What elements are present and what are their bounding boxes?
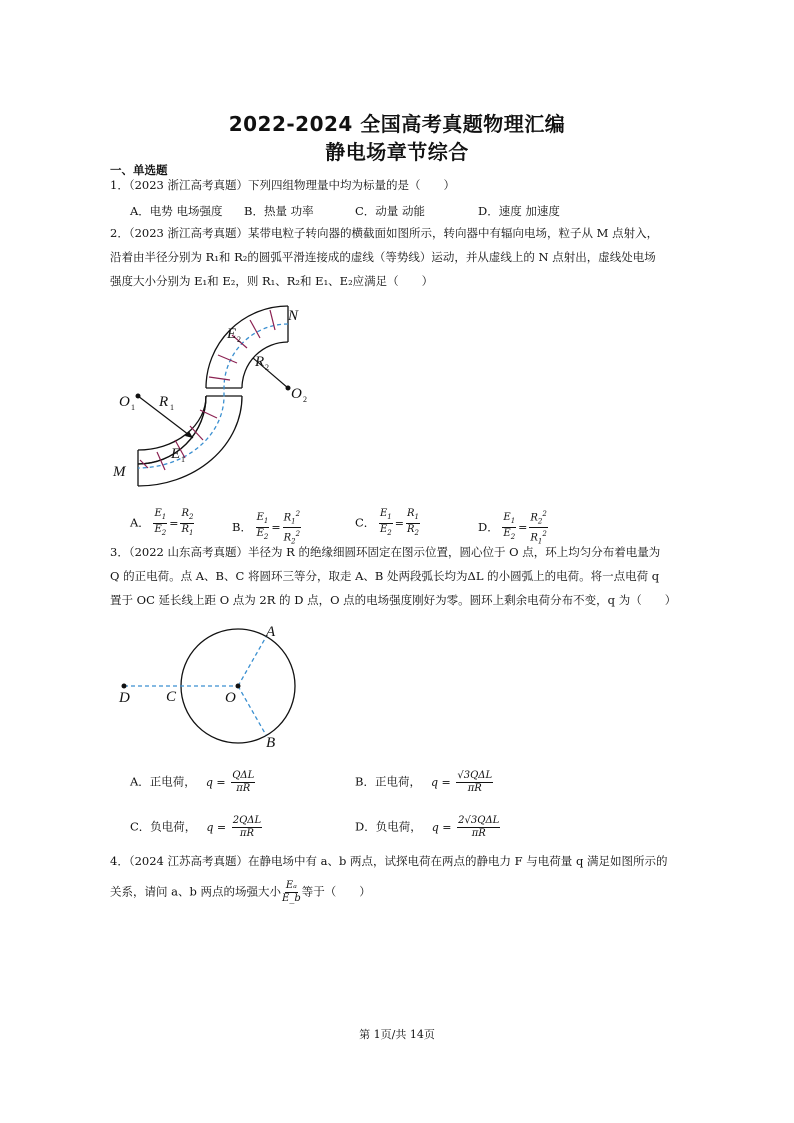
question-3-line2: Q 的正电荷。点 A、B、C 将圆环三等分，取走 A、B 处两段弧长均为ΔL 的小圆弧上的电荷。将一点电荷 q	[110, 569, 660, 583]
page-footer: 第 1页/共 14页	[359, 1028, 435, 1041]
q3-option-d: D．负电荷， q = $\frac{\text{2√3QΔL}}{\pi R}$	[355, 815, 500, 839]
q3-option-a: A．正电荷， q = $\frac{\text{QΔL}}{\pi R}$	[130, 770, 255, 794]
label-N: N	[288, 308, 299, 324]
q2-option-d: D． $\frac{E_1}{E_2}$ = $\frac{R_2^2}{R_1^2}$	[478, 510, 547, 546]
svg-text:E: E	[227, 326, 237, 342]
label-B: B	[266, 735, 276, 751]
question-3-line3: 置于 OC 延长线上距 O 点为 2R 的 D 点，O 点的电场强度刚好为零。圆环上剩余电荷分布不变，q 为（ ）	[110, 593, 677, 607]
svg-text:O: O	[291, 386, 302, 402]
question-4-line2: 关系，请问 a、b 两点的场强大小 $\frac{\text{Eₐ}}{E\_b}$ 等于（ ）	[110, 880, 371, 904]
svg-text:1: 1	[131, 403, 135, 412]
svg-text:2: 2	[265, 363, 269, 372]
svg-text:R: R	[255, 354, 265, 370]
question-2-line2: 沿着由半径分别为 R₁和 R₂的圆弧平滑连接成的虚线（等势线）运动，并从虚线上的 N 点射出，虚线处电场	[110, 250, 656, 264]
label-D: D	[119, 690, 130, 706]
svg-text:2: 2	[237, 335, 241, 344]
label-A: A	[266, 624, 276, 640]
svg-text:1: 1	[181, 455, 185, 464]
page-subtitle: 静电场章节综合	[325, 140, 469, 164]
page-title: 2022-2024 全国高考真题物理汇编	[228, 112, 566, 136]
label-O: O	[225, 690, 236, 706]
ring-figure	[110, 620, 310, 755]
q1-option-d: D．速度 加速度	[478, 204, 560, 218]
deflector-figure	[105, 300, 325, 490]
question-2-line3: 强度大小分别为 E₁和 E₂，则 R₁、R₂和 E₁、E₂应满足（ ）	[110, 274, 434, 288]
question-1: 1．（2023 浙江高考真题）下列四组物理量中均为标量的是（ ）	[110, 178, 455, 192]
svg-text:E: E	[171, 446, 181, 462]
svg-text:R: R	[159, 394, 169, 410]
q3-option-c: C．负电荷， q = $\frac{\text{2QΔL}}{\pi R}$	[130, 815, 262, 839]
svg-text:O: O	[119, 394, 130, 410]
q1-option-b: B．热量 功率	[244, 204, 314, 218]
label-M: M	[113, 464, 126, 480]
question-4-line1: 4．（2024 江苏高考真题）在静电场中有 a、b 两点，试探电荷在两点的静电力 F 与电荷量 q 满足如图所示的	[110, 854, 668, 868]
q1-option-a: A．电势 电场强度	[130, 204, 223, 218]
question-2-line1: 2．（2023 浙江高考真题）某带电粒子转向器的横截面如图所示，转向器中有辐向电场，粒子从 M 点射入，	[110, 226, 659, 240]
q2-option-a: A． $\frac{E_1}{E_2}$ = $\frac{R_2}{R_1}$	[130, 508, 194, 537]
q2-option-c: C． $\frac{E_1}{E_2}$ = $\frac{R_1}{R_2}$	[355, 508, 419, 537]
svg-text:2: 2	[303, 395, 307, 404]
svg-text:1: 1	[170, 403, 174, 412]
section-heading: 一、单选题	[110, 163, 168, 177]
label-C: C	[166, 689, 177, 705]
question-3-line1: 3．（2022 山东高考真题）半径为 R 的绝缘细圆环固定在图示位置，圆心位于 O 点，环上均匀分布着电量为	[110, 545, 661, 559]
q2-option-b: B． $\frac{E_1}{E_2}$ = $\frac{R_1^2}{R_2^2}$	[232, 510, 301, 546]
q3-option-b: B．正电荷， q = $\frac{\text{√3QΔL}}{\pi R}$	[355, 770, 493, 794]
q1-option-c: C．动量 动能	[355, 204, 425, 218]
